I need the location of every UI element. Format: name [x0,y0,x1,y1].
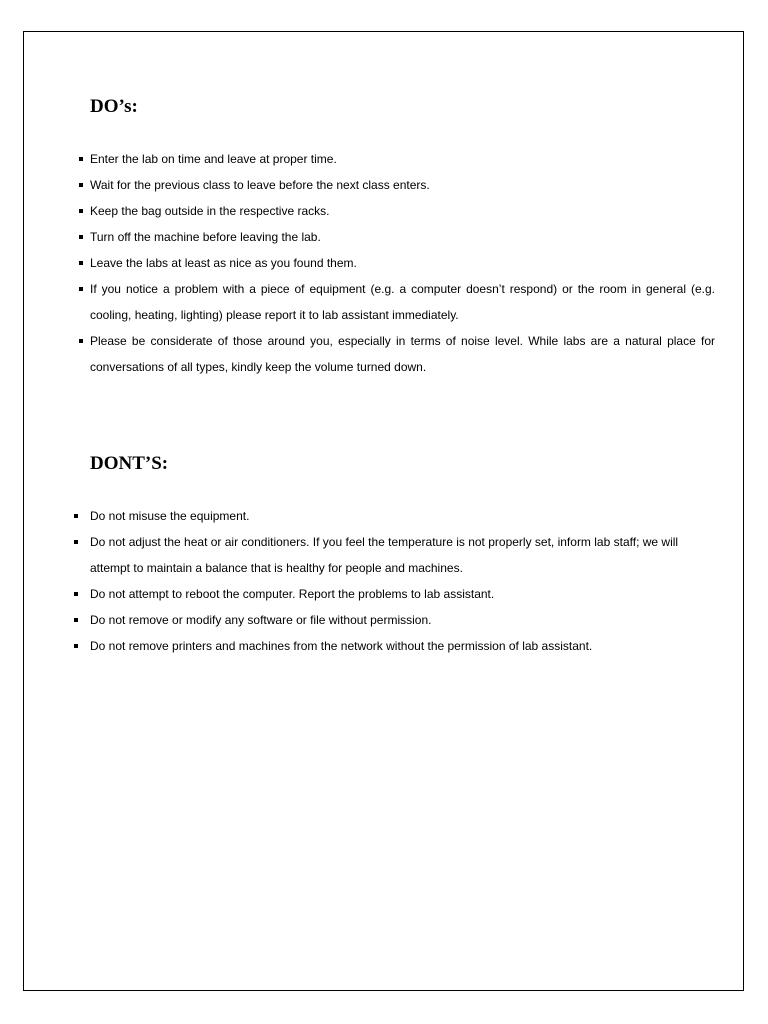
list-item [78,198,715,224]
bullet-icon [79,235,83,239]
list-item-text: Do not adjust the heat or air conditioners. If you feel the temperature is not properly set, inform lab staff; we will attempt to maintain a balance that is healthy for people and machines. [90,535,679,575]
list-item-text: Wait for the previous class to leave before the next class enters. [90,178,430,192]
bullet-icon [74,592,78,596]
bullet-icon [79,261,83,265]
bullet-icon [79,209,83,213]
list-item [78,276,715,328]
list-item-text: Do not attempt to reboot the computer. Report the problems to lab assistant. [90,587,495,601]
list-item-text: Keep the bag outside in the respective racks. [90,204,330,218]
list-item-text: Do not misuse the equipment. [90,509,250,523]
list-item [73,503,715,529]
list-item-text: Do not remove or modify any software or file without permission. [90,613,432,627]
bullet-icon [79,339,83,343]
list-item-text: If you notice a problem with a piece of equipment (e.g. a computer doesn’t respond) or the room in general (e.g. cooling, heating, lighting) please report it to lab assistant immediately. [90,282,715,322]
dos-heading: DO’s: [90,96,138,117]
bullet-icon [74,540,78,544]
list-item [78,172,715,198]
list-item-text: Please be considerate of those around you, especially in terms of noise level. While labs are a natural place for conversations of all types, kindly keep the volume turned down. [90,334,715,374]
bullet-icon [74,644,78,648]
dos-list [78,146,715,380]
list-item-text: Turn off the machine before leaving the lab. [90,230,321,244]
donts-heading: DONT’S: [90,453,169,474]
list-item-text: Leave the labs at least as nice as you found them. [90,256,357,270]
list-item [73,529,715,581]
list-item [73,607,715,633]
bullet-icon [79,287,83,291]
list-item-text: Do not remove printers and machines from the network without the permission of lab assistant. [90,639,593,653]
bullet-icon [74,514,78,518]
list-item-text: Enter the lab on time and leave at proper time. [90,152,337,166]
list-item [73,633,715,659]
donts-list [73,503,715,659]
list-item [78,328,715,380]
bullet-icon [79,183,83,187]
list-item [73,581,715,607]
list-item [78,224,715,250]
list-item [78,250,715,276]
list-item [78,146,715,172]
bullet-icon [74,618,78,622]
bullet-icon [79,157,83,161]
